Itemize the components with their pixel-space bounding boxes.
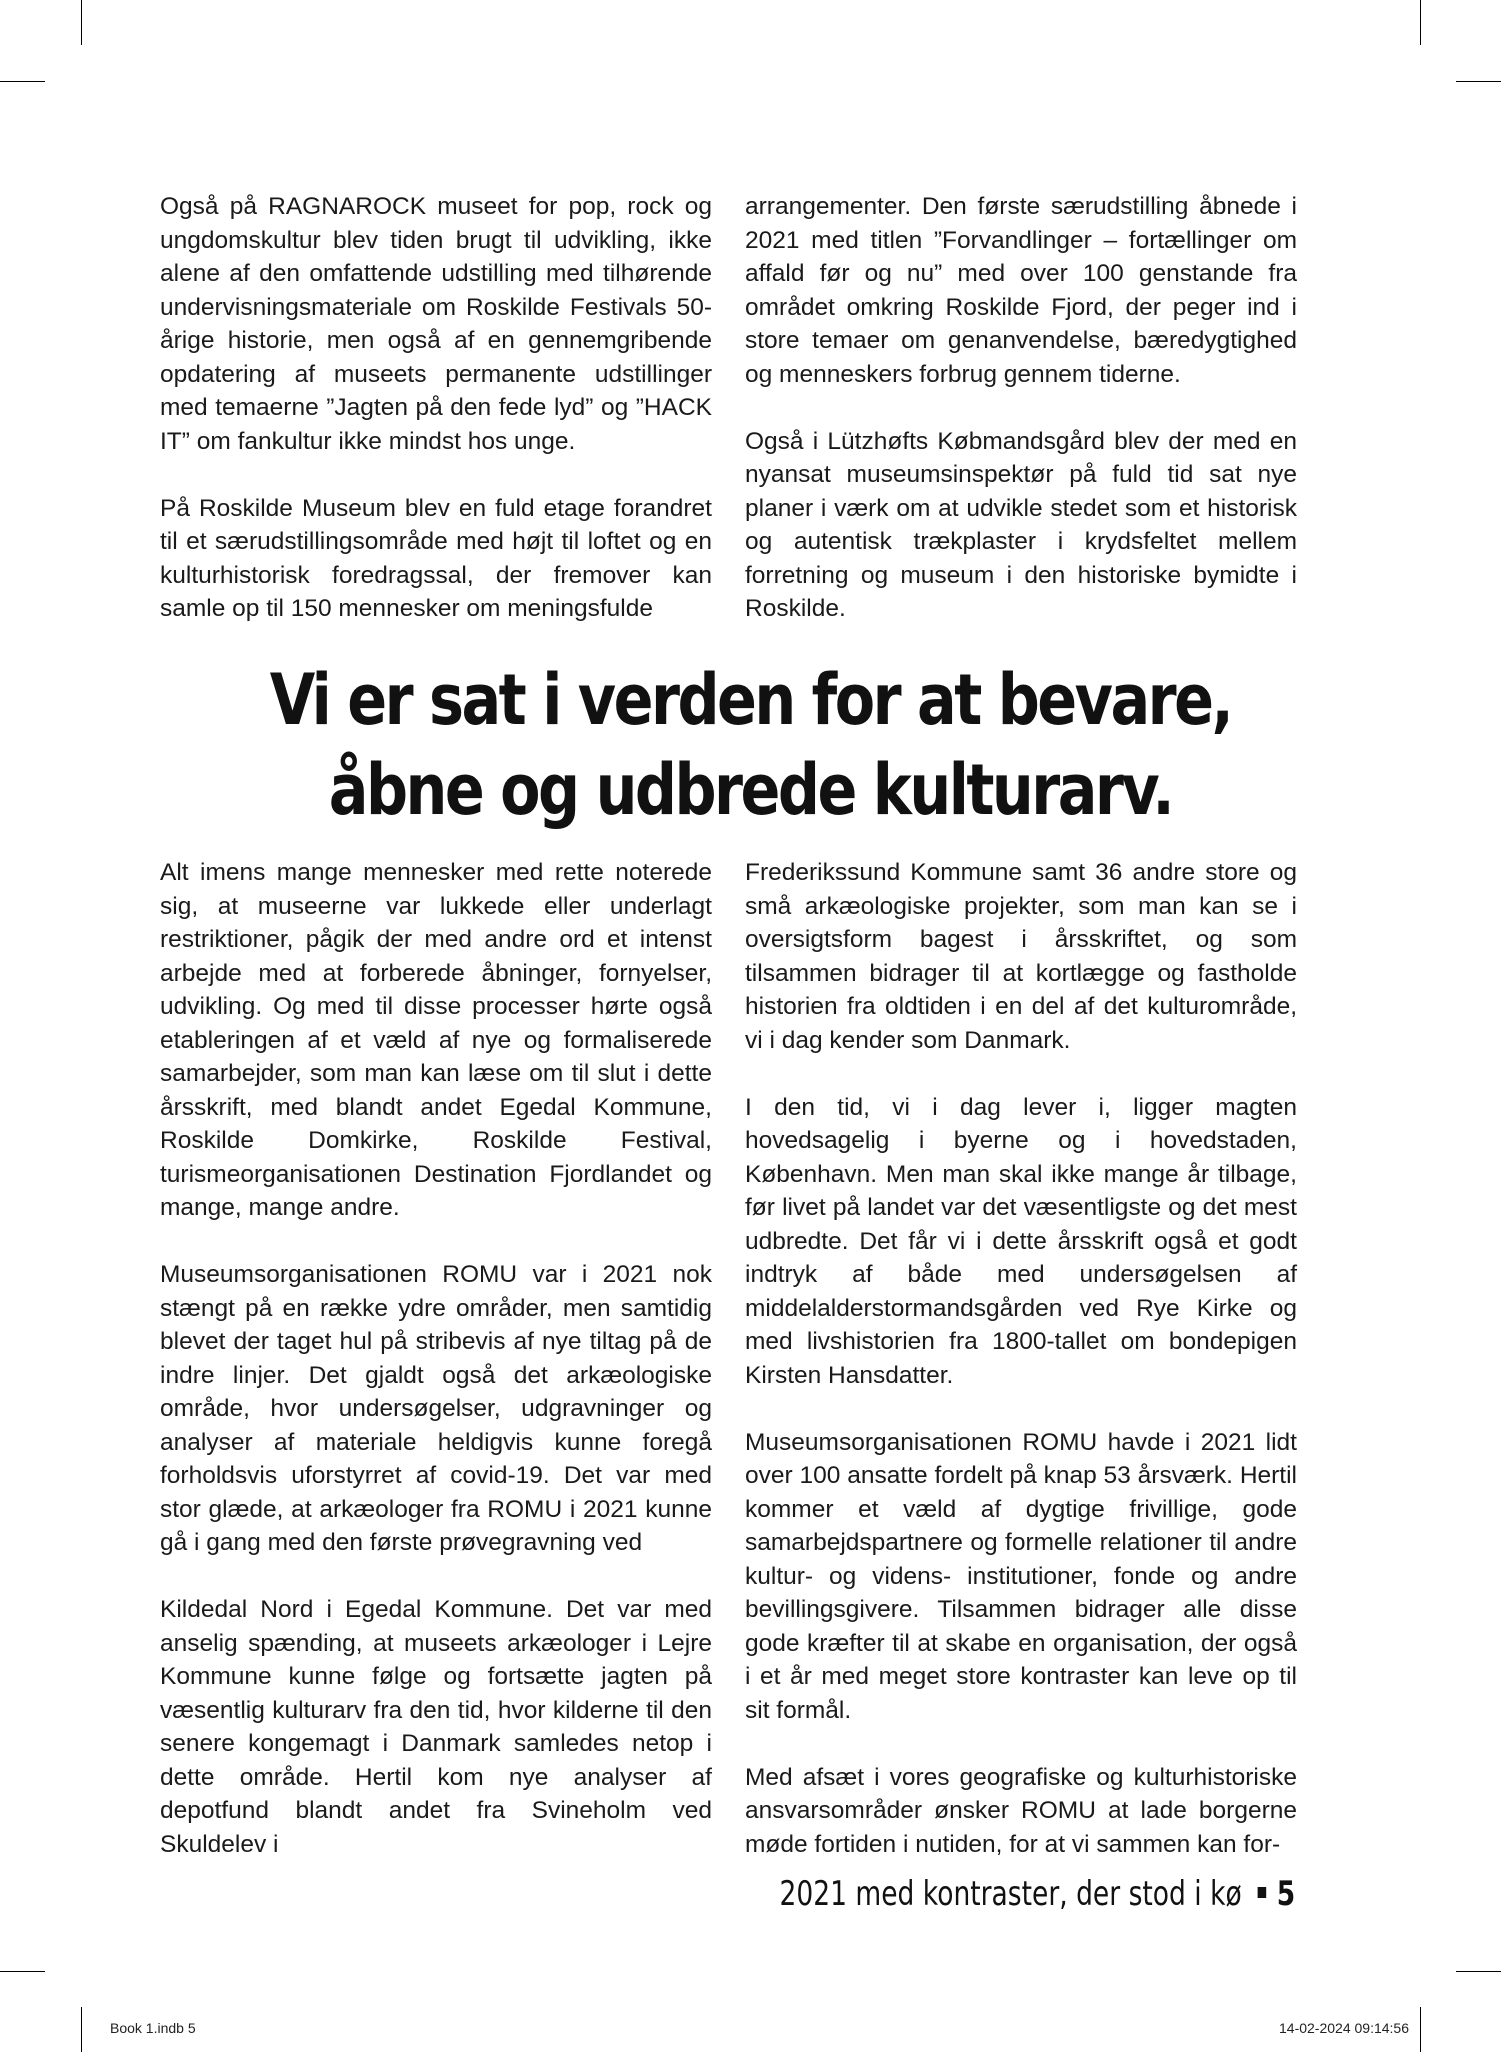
crop-mark <box>81 2007 82 2052</box>
page-number: 5 <box>1276 1874 1295 1914</box>
crop-mark <box>0 81 45 82</box>
paragraph: Museumsorganisationen ROMU havde i 2021 lidt over 100 ansatte fordelt på knap 53 årsværk. Hertil kommer et væld af dygtige frivillige, gode samarbejdspartnere og formelle relationer til andre kultur- og videns- institutioner, fonde og andre bevillingsgivere. Tilsammen bidrager alle disse gode kræfter til at skabe en organisation, der også i et år med meget store kontraster kan leve op til sit formål. <box>745 1428 1297 1724</box>
paragraph: På Roskilde Museum blev en fuld etage forandret til et særudstillingsområde med højt til loftet og en kulturhistorisk foredragssal, der fremover kan samle op til 150 mennesker om meningsfulde <box>160 494 712 622</box>
top-left-column <box>160 190 712 626</box>
paragraph: Museumsorganisationen ROMU var i 2021 nok stængt på en række ydre områder, men samtidig blevet der taget hul på stribevis af nye tiltag på de indre linjer. Det gjaldt også det arkæologiske område, hvor undersøgelser, udgravninger og analyser af materiale heldigvis kunne foregå forholdsvis uforstyrret af covid-19. Det var med stor glæde, at arkæologer fra ROMU i 2021 kunne gå i gang med den første prøvegravning ved <box>160 1261 712 1556</box>
paragraph: Alt imens mange mennesker med rette noterede sig, at museerne var lukkede eller underlagt restriktioner, pågik der med andre ord et intenst arbejde med at forberede åbninger, fornyelser, udvikling. Og med til disse processer hørte også etableringen af et væld af nye og formaliserede samarbejder, som man kan læse om til slut i dette årsskrift, med blandt andet Egedal Kommune, Roskilde Domkirke, Roskilde Festival, turismeorganisationen Destination Fjordlandet og mange, mange andre. <box>160 859 712 1221</box>
bottom-right-column <box>745 856 1297 1861</box>
running-footer <box>779 1872 1295 1916</box>
paragraph: Frederikssund Kommune samt 36 andre store og små arkæologiske projekter, som man kan se i oversigtsform bagest i årsskriftet, og som tilsammen bidrager til at kortlægge og fastholde historien fra oldtiden i en del af det kulturområde, vi i dag kender som Danmark. <box>745 859 1297 1054</box>
print-slug-file: Book 1.indb 5 <box>110 2020 196 2036</box>
headline: Vi er sat i verden for at bevare, åbne og udbrede kulturarv. <box>269 659 1232 831</box>
paragraph: I den tid, vi i dag lever i, ligger magten hovedsagelig i byerne og i hovedstaden, København. Men man skal ikke mange år tilbage, før livet på landet var det væsentligste og det mest udbredte. Det får vi i dette årsskrift også et godt indtryk af både med undersøgelsen af middelalderstormandsgården ved Rye Kirke og med livshistorien fra 1800-tallet om bondepigen Kirsten Hansdatter. <box>745 1093 1297 1389</box>
paragraph: Kildedal Nord i Egedal Kommune. Det var med anselig spænding, at museets arkæologer i Lejre Kommune kunne følge og fortsætte jagten på væsentlig kulturarv fra den tid, hvor kilderne til den senere kongemagt i Danmark samledes netop i dette område. Hertil kom nye analyser af depotfund blandt andet fra Svineholm ved Skuldelev i <box>160 1596 712 1858</box>
crop-mark <box>81 0 82 45</box>
print-slug-timestamp: 14-02-2024 09:14:56 <box>1279 2020 1409 2036</box>
square-bullet-icon <box>1257 1887 1266 1898</box>
paragraph: Med afsæt i vores geografiske og kulturhistoriske ansvarsområder ønsker ROMU at lade borgerne møde fortiden i nutiden, for at vi sammen kan for- <box>745 1763 1297 1858</box>
crop-mark <box>1420 2007 1421 2052</box>
paragraph: Også i Lützhøfts Købmandsgård blev der med en nyansat museumsinspektør på fuld tid sat nye planer i værk om at udvikle stedet som et historisk og autentisk trækplaster i krydsfeltet mellem forretning og museum i den historiske bymidte i Roskilde. <box>745 427 1297 622</box>
crop-mark <box>0 1971 45 1972</box>
paragraph: Også på RAGNAROCK museet for pop, rock og ungdomskultur blev tiden brugt til udvikling, ikke alene af den omfattende udstilling med tilhørende undervisningsmateriale om Roskilde Festivals 50-årige historie, men også af en gennemgribende opdatering af museets permanente udstillinger med temaerne ”Jagten på den fede lyd” og ”HACK IT” om fankultur ikke mindst hos unge. <box>160 193 712 455</box>
crop-mark <box>1456 1971 1501 1972</box>
crop-mark <box>1456 81 1501 82</box>
bottom-left-column <box>160 856 712 1861</box>
crop-mark <box>1420 0 1421 45</box>
paragraph: arrangementer. Den første særudstilling åbnede i 2021 med titlen ”Forvandlinger – fortællinger om affald før og nu” med over 100 genstande fra området omkring Roskilde Fjord, der peger ind i store temaer om genanvendelse, bæredygtighed og menneskers forbrug gennem tiderne. <box>745 193 1297 388</box>
top-right-column <box>745 190 1297 626</box>
running-title: 2021 med kontraster, der stod i kø <box>779 1874 1242 1914</box>
